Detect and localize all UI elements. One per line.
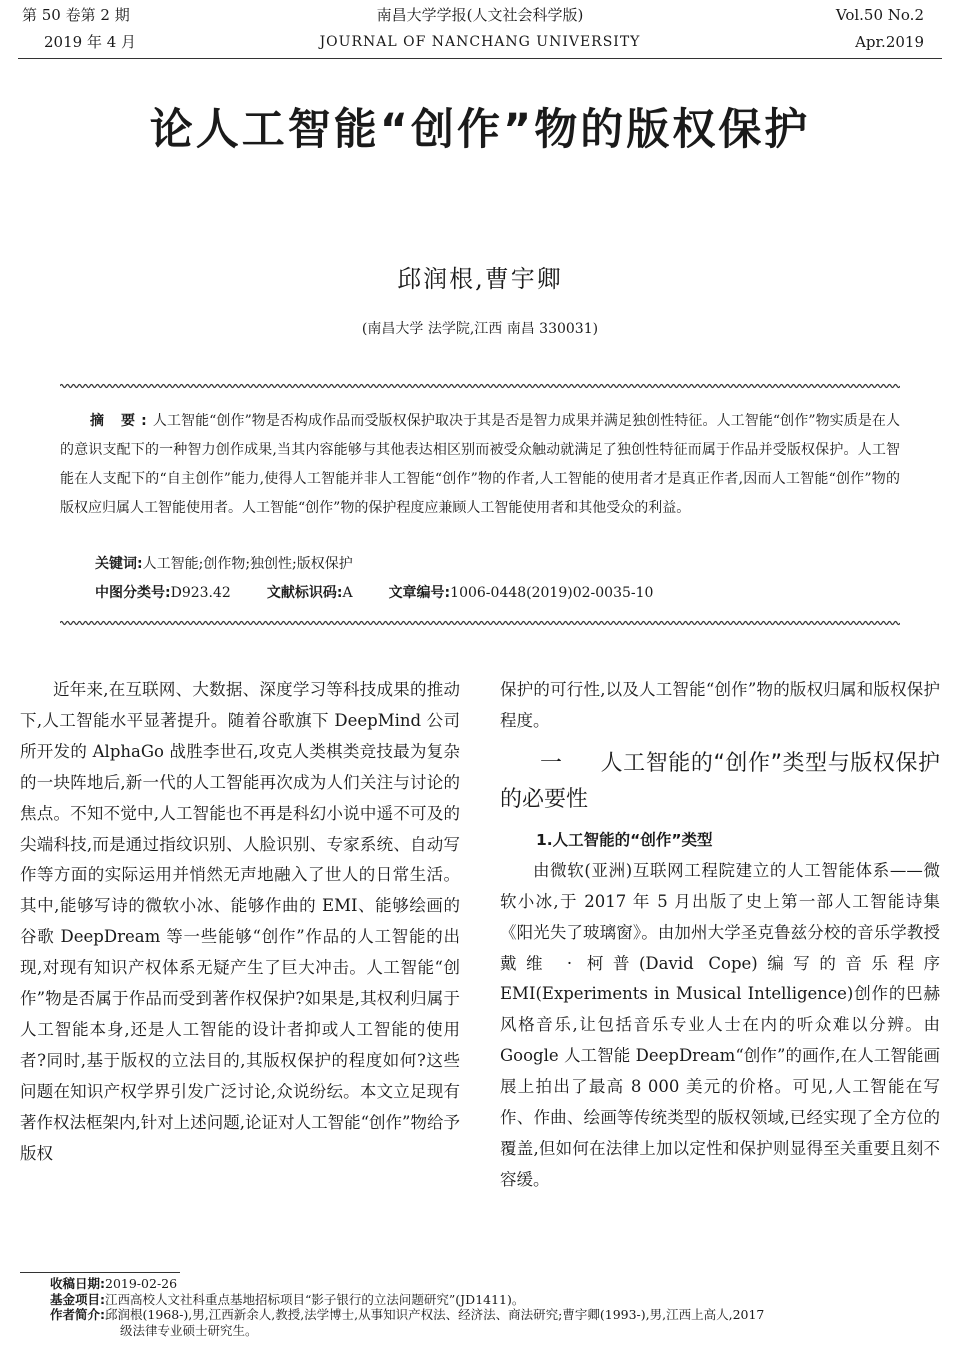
abstract <box>60 407 900 523</box>
footnotes <box>50 1276 940 1338</box>
fund-value: 江西高校人文社科重点基地招标项目“影子银行的立法问题研究”(JD1411)。 <box>105 1291 525 1307</box>
clc-label: 中图分类号: <box>95 585 171 601</box>
article-no-label: 文章编号: <box>388 585 451 601</box>
fund-label: 基金项目: <box>50 1291 105 1307</box>
abstract-label: 摘 要: <box>90 413 153 429</box>
keywords-text: 人工智能;创作物;独创性;版权保护 <box>142 556 353 572</box>
keywords-label: 关键词: <box>95 556 143 572</box>
keywords <box>95 551 900 577</box>
volume-issue: 第 50 卷第 2 期 <box>22 6 130 24</box>
received-label: 收稿日期: <box>50 1276 105 1291</box>
body-paragraph: 由微软(亚洲)互联网工程院建立的人工智能体系——微软小冰,于 2017 年 5 月出版了史上第一部人工智能诗集《阳光失了玻璃窗》。由加州大学圣克鲁兹分校的音乐学教授戴维 · 柯普(David Cope)编写的音乐程序 EMI(Experiments in Musical Intelligence)创作的巴赫风格音乐,让包括音乐专业人士在内的听众难以分辨。由 Google 人工智能 DeepDream“创作”的画作,在人工智能画展上拍出了最高 8 000 美元的价格。可见,人工智能在写作、作曲、绘画等传统类型的版权领域,已经实现了全方位的覆盖,但如何在法律上加以定性和保护则显得至关重要且刻不容缓。 <box>500 860 940 1189</box>
wavy-rule-bottom <box>60 619 900 627</box>
journal-name <box>0 2 960 56</box>
body-column-right <box>500 675 940 1196</box>
received-value: 2019-02-26 <box>105 1276 178 1291</box>
intro-paragraph-cont: 保护的可行性,以及人工智能“创作”物的版权归属和版权保护程度。 <box>500 680 940 730</box>
doc-code-label: 文献标识码: <box>266 585 343 601</box>
subsection-heading: 1.人工智能的“创作”类型 <box>536 830 713 849</box>
footnote-rule <box>20 1272 180 1273</box>
author-bio <box>50 1307 940 1323</box>
section-title: 人工智能的“创作”类型与版权保护的必要性 <box>500 750 940 812</box>
journal-name-en: JOURNAL OF NANCHANG UNIVERSITY <box>319 34 641 50</box>
author-list: 邱润根,曹宇卿 <box>397 265 563 293</box>
journal-name-zh: 南昌大学学报(人文社会科学版) <box>376 6 584 24</box>
abstract-text: 人工智能“创作”物是否构成作品而受版权保护取决于其是否是智力成果并满足独创性特征。人工智能“创作”物实质是在人的意识支配下的一种智力创作成果,当其内容能够与其他表达相区别而被受众触动就满足了独创性特征而属于作品并受版权保护。人工智能在人支配下的“自主创作”能力,使得人工智能并非人工智能“创作”物的作者,人工智能的使用者才是真正作者,因而人工智能“创作”物的版权应归属人工智能使用者。人工智能“创作”物的保护程度应兼顾人工智能使用者和其他受众的利益。 <box>60 413 900 516</box>
section-heading <box>500 746 940 818</box>
doc-code-value: A <box>342 585 353 601</box>
intro-paragraph: 近年来,在互联网、大数据、深度学习等科技成果的推动下,人工智能水平显著提升。随着谷歌旗下 DeepMind 公司所开发的 AlphaGo 战胜李世石,攻克人类棋类竞技最为复杂的一块阵地后,新一代的人工智能再次成为人们关注与讨论的焦点。不知不觉中,人工智能也不再是科幻小说中遥不可及的尖端科技,而是通过指纹识别、人脸识别、专家系统、自动写作等方面的实际运用并悄然无声地融入了世人的日常生活。其中,能够写诗的微软小冰、能够作曲的 EMI、能够绘画的谷歌 DeepDream 等一些能够“创作”作品的人工智能的出现,对现有知识产权体系无疑产生了巨大冲击。人工智能“创作”物是否属于作品而受到著作权保护?如果是,其权利归属于人工智能本身,还是人工智能的设计者抑或人工智能的使用者?同时,基于版权的立法目的,其版权保护的程度如何?这些问题在知识产权学界引发广泛讨论,众说纷纭。本文立足现有著作权法框架内,针对上述问题,论证对人工智能“创作”物给予版权 <box>20 680 460 1163</box>
issue-date-en: Apr.2019 <box>855 33 924 51</box>
wavy-rule-top <box>60 382 900 390</box>
classification-line <box>95 580 900 606</box>
affiliation: (南昌大学 法学院,江西 南昌 330031) <box>361 321 599 337</box>
paper-title: 论人工智能“创作”物的版权保护 <box>149 105 811 155</box>
volume-issue-en: Vol.50 No.2 <box>835 6 924 24</box>
issue-info-en <box>836 2 924 56</box>
issue-date: 2019 年 4 月 <box>44 33 137 51</box>
clc-value: D923.42 <box>170 585 231 601</box>
section-number: 一 <box>540 750 563 776</box>
author-bio-label: 作者简介: <box>50 1307 105 1322</box>
received-date <box>50 1276 940 1292</box>
header-rule <box>18 58 942 59</box>
fund-info <box>50 1292 940 1308</box>
body-column-left <box>20 675 460 1170</box>
author-bio-value: 邱润根(1968-),男,江西新余人,教授,法学博士,从事知识产权法、经济法、商法研究;曹宇卿(1993-),男,江西上高人,2017 <box>105 1307 765 1322</box>
article-no-value: 1006-0448(2019)02-0035-10 <box>450 585 654 601</box>
author-bio-cont: 级法律专业硕士研究生。 <box>120 1322 258 1338</box>
